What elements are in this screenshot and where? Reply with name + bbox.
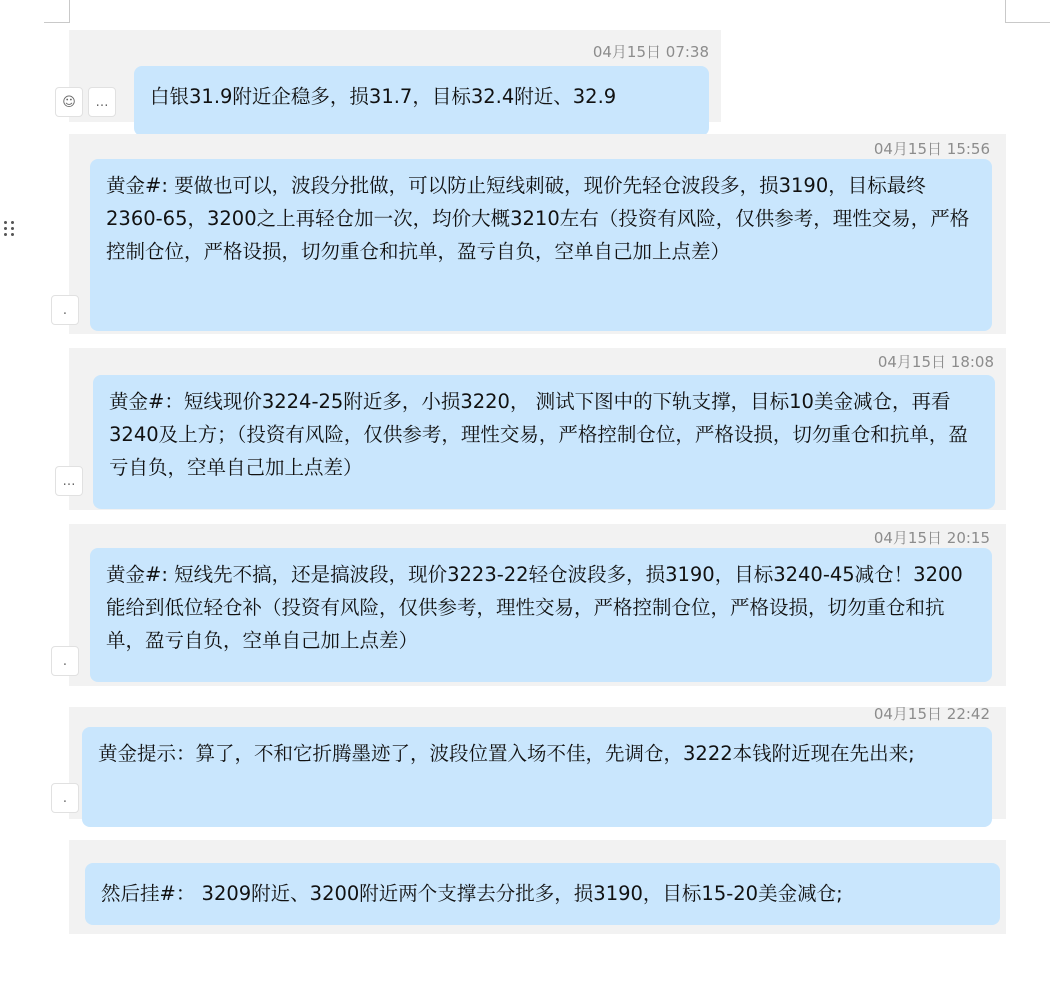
more-options-button[interactable]: … (88, 87, 116, 117)
message-row (62, 30, 721, 122)
message-row (62, 348, 1006, 510)
message-bubble[interactable]: 黄金提示：算了，不和它折腾墨迹了，波段位置入场不佳，先调仓，3222本钱附近现在先出来; (82, 727, 992, 827)
message-row (62, 705, 1006, 819)
message-timestamp: 04月15日 22:42 (873, 705, 990, 723)
message-row (69, 840, 1006, 934)
message-bubble[interactable]: 黄金#: 短线先不搞，还是搞波段，现价3223-22轻仓波段多，损3190，目标3240-45减仓！3200能给到低位轻仓补（投资有风险，仅供参考，理性交易，严格控制仓位，严格设损，切勿重仓和抗单，盈亏自负，空单自己加上点差） (90, 548, 992, 682)
message-row (62, 524, 1006, 686)
message-bubble[interactable]: 然后挂#： 3209附近、3200附近两个支撑去分批多，损3190，目标15-20美金减仓; (85, 863, 1000, 925)
drag-handle-icon[interactable] (4, 221, 16, 243)
message-timestamp: 04月15日 20:15 (873, 529, 990, 547)
crop-mark (44, 22, 70, 23)
message-bubble[interactable]: 黄金#：短线现价3224-25附近多，小损3220， 测试下图中的下轨支撑，目标10美金减仓，再看3240及上方；（投资有风险，仅供参考，理性交易，严格控制仓位，严格设损，切勿重仓和抗单，盈亏自负，空单自己加上点差） (93, 375, 995, 509)
more-options-button[interactable]: . (51, 295, 79, 325)
message-timestamp: 04月15日 07:38 (592, 43, 709, 61)
message-timestamp: 04月15日 15:56 (873, 140, 990, 158)
crop-mark (69, 0, 70, 22)
more-options-button[interactable]: . (51, 783, 79, 813)
message-row (62, 134, 1006, 334)
crop-mark (1005, 22, 1050, 23)
emoji-reaction-icon[interactable]: ☺ (55, 87, 83, 117)
message-bubble[interactable]: 白银31.9附近企稳多，损31.7，目标32.4附近、32.9 (134, 66, 709, 136)
more-options-button[interactable]: … (55, 466, 83, 496)
message-timestamp: 04月15日 18:08 (877, 353, 994, 371)
message-bubble[interactable]: 黄金#: 要做也可以，波段分批做，可以防止短线刺破，现价先轻仓波段多，损3190，目标最终2360-65，3200之上再轻仓加一次，均价大概3210左右（投资有风险，仅供参考，理性交易，严格控制仓位，严格设损，切勿重仓和抗单，盈亏自负，空单自己加上点差） (90, 159, 992, 331)
more-options-button[interactable]: . (51, 646, 79, 676)
crop-mark (1005, 0, 1006, 22)
